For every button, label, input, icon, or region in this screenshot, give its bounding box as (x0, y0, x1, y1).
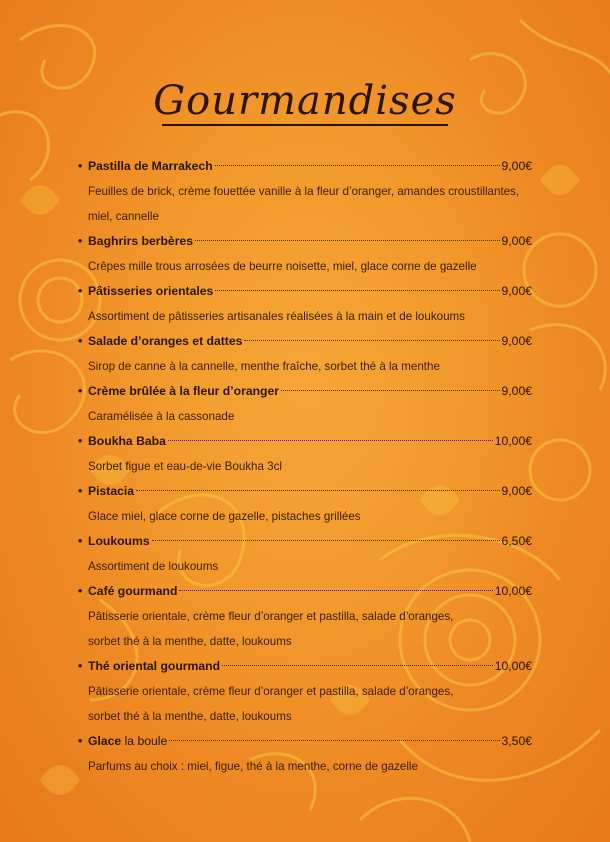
bullet-icon: • (78, 584, 83, 598)
menu-item (78, 579, 532, 654)
menu-title: Gourmandises (153, 78, 457, 124)
item-name: Glace la boule (88, 734, 168, 748)
dot-leader (169, 740, 499, 741)
menu-item (78, 329, 532, 379)
item-description: Assortiment de pâtisseries artisanales réalisées à la main et de loukoums (88, 310, 465, 323)
item-name: Loukoums (88, 534, 150, 548)
bullet-icon: • (78, 334, 83, 348)
bullet-icon: • (78, 659, 83, 673)
item-name: Salade d’oranges et dattes (88, 334, 243, 348)
item-description: miel, cannelle (88, 210, 159, 223)
bullet-icon: • (78, 284, 83, 298)
title-underline (162, 124, 448, 126)
dot-leader (136, 490, 499, 491)
item-name: Café gourmand (88, 584, 178, 598)
item-price: 9,00€ (501, 234, 532, 248)
menu-item (78, 729, 532, 779)
dot-leader (179, 590, 492, 591)
item-description: Assortiment de loukoums (88, 560, 219, 573)
dot-leader (195, 240, 500, 241)
item-price: 3,50€ (501, 734, 532, 748)
item-description: Sorbet figue et eau-de-vie Boukha 3cl (88, 460, 282, 473)
item-description: Feuilles de brick, crème fouettée vanille à la fleur d’oranger, amandes croustillantes, (88, 185, 520, 198)
dot-leader (215, 165, 500, 166)
bullet-icon: • (78, 234, 83, 248)
item-price: 9,00€ (501, 384, 532, 398)
bullet-icon: • (78, 484, 83, 498)
menu-item (78, 229, 532, 279)
item-description: Pâtisserie orientale, crème fleur d’oranger et pastilla, salade d’oranges, (88, 685, 454, 698)
bullet-icon: • (78, 734, 83, 748)
menu-item (78, 379, 532, 429)
menu-item (78, 429, 532, 479)
item-price: 9,00€ (501, 334, 532, 348)
dot-leader (215, 290, 499, 291)
menu-item (78, 154, 532, 229)
dot-leader (222, 665, 493, 666)
item-description: sorbet thé à la menthe, datte, loukoums (88, 710, 292, 723)
item-name: Pistacia (88, 484, 135, 498)
bullet-icon: • (78, 534, 83, 548)
item-price: 6,50€ (501, 534, 532, 548)
item-description: Glace miel, glace corne de gazelle, pistaches grillées (88, 510, 361, 523)
bullet-icon: • (78, 159, 83, 173)
item-description: Parfums au choix : miel, figue, thé à la menthe, corne de gazelle (88, 760, 418, 773)
item-description: Pâtisserie orientale, crème fleur d’oranger et pastilla, salade d’oranges, (88, 610, 454, 623)
bullet-icon: • (78, 384, 83, 398)
item-name: Thé oriental gourmand (88, 659, 221, 673)
dessert-menu-list (78, 154, 532, 779)
item-description: Sirop de canne à la cannelle, menthe fraîche, sorbet thé à la menthe (88, 360, 440, 373)
item-price: 10,00€ (494, 584, 532, 598)
item-name: Pastilla de Marrakech (88, 159, 213, 173)
dot-leader (152, 540, 500, 541)
item-price: 10,00€ (494, 659, 532, 673)
menu-item (78, 654, 532, 729)
item-name: Boukha Baba (88, 434, 166, 448)
item-name: Baghrirs berbères (88, 234, 193, 248)
item-name: Crème brûlée à la fleur d’oranger (88, 384, 280, 398)
item-description: Caramélisée à la cassonade (88, 410, 235, 423)
item-price: 9,00€ (501, 284, 532, 298)
item-price: 9,00€ (501, 484, 532, 498)
menu-item (78, 529, 532, 579)
item-name: Pâtisseries orientales (88, 284, 214, 298)
dot-leader (244, 340, 499, 341)
item-description: Crêpes mille trous arrosées de beurre noisette, miel, glace corne de gazelle (88, 260, 477, 273)
item-price: 9,00€ (501, 159, 532, 173)
item-price: 10,00€ (494, 434, 532, 448)
menu-item (78, 479, 532, 529)
item-description: sorbet thé à la menthe, datte, loukoums (88, 635, 292, 648)
bullet-icon: • (78, 434, 83, 448)
menu-item (78, 279, 532, 329)
dot-leader (281, 390, 499, 391)
dot-leader (168, 440, 493, 441)
